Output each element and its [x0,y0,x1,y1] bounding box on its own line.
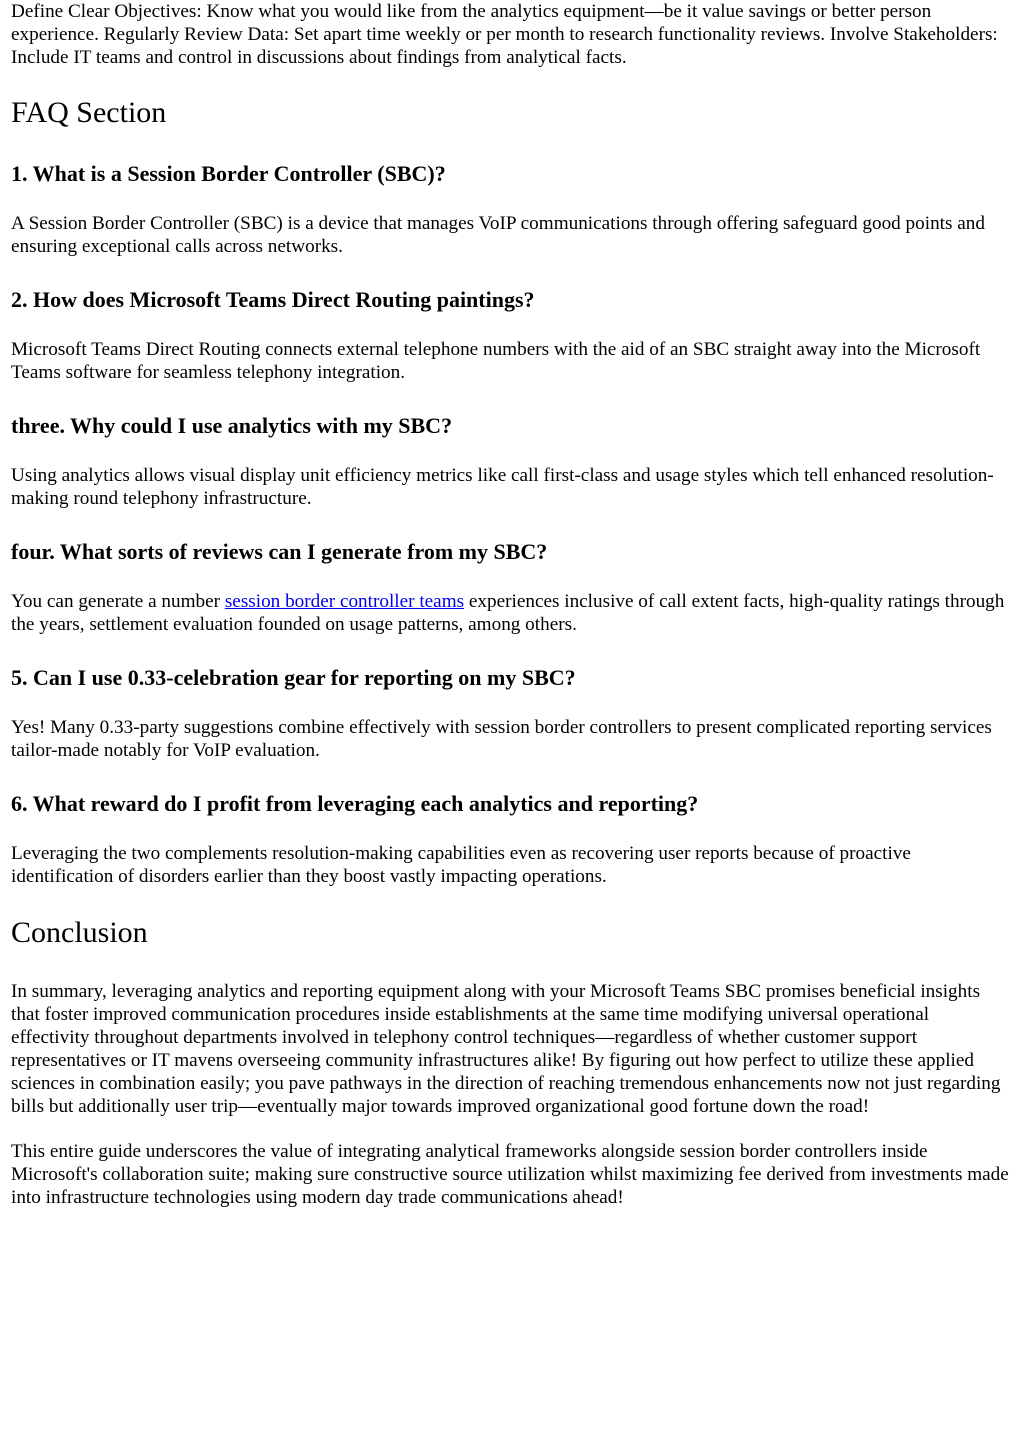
intro-paragraph: Define Clear Objectives: Know what you would like from the analytics equipment—be it value savings or better person experience. Regularly Review Data: Set apart time weekly or per month to research functionality reviews. Involve Stakeholders: Include IT teams and control in discussions about findings from analytical facts. [11,1,998,68]
faq-question-4: four. What sorts of reviews can I generate from my SBC? [11,539,548,564]
faq-answer-1: A Session Border Controller (SBC) is a device that manages VoIP communications through offering safeguard good points and ensuring exceptional calls across networks. [11,213,985,257]
faq-question-2: 2. How does Microsoft Teams Direct Routing paintings? [11,287,535,312]
faq-answer-4 [11,590,1012,636]
faq-answer-6: Leveraging the two complements resolution-making capabilities even as recovering user reports because of proactive identification of disorders earlier than they boost vastly impacting operations. [11,843,911,887]
faq-question-3: three. Why could I use analytics with my SBC? [11,413,453,438]
faq-answer-4-text-after: experiences inclusive of call extent facts, high-quality ratings through the years, settlement evaluation founded on usage patterns, among others. [11,591,1005,635]
faq-section-heading: FAQ Section [11,96,167,129]
conclusion-heading: Conclusion [11,916,148,949]
conclusion-paragraph-2: This entire guide underscores the value of integrating analytical frameworks alongside session border controllers inside Microsoft's collaboration suite; making sure constructive source utilization whilst maximizing fee derived from investments made into infrastructure technologies using modern day trade communications ahead! [11,1141,1009,1208]
faq-question-5: 5. Can I use 0.33-celebration gear for reporting on my SBC? [11,665,576,690]
faq-question-1: 1. What is a Session Border Controller (SBC)? [11,161,446,186]
faq-answer-2: Microsoft Teams Direct Routing connects external telephone numbers with the aid of an SBC straight away into the Microsoft Teams software for seamless telephony integration. [11,339,981,383]
faq-question-6: 6. What reward do I profit from leveraging each analytics and reporting? [11,791,699,816]
faq-answer-5: Yes! Many 0.33-party suggestions combine effectively with session border controllers to present complicated reporting services tailor-made notably for VoIP evaluation. [11,717,992,761]
session-border-controller-teams-link[interactable]: session border controller teams [224,591,465,612]
conclusion-paragraph-1: In summary, leveraging analytics and reporting equipment along with your Microsoft Teams SBC promises beneficial insights that foster improved communication procedures inside establishments at the same time modifying universal operational effectivity throughout departments involved in telephony control techniques—regardless of whether customer support representatives or IT mavens overseeing community infrastructures alike! By figuring out how perfect to utilize these applied sciences in combination easily; you pave pathways in the direction of reaching tremendous enhancements now not just regarding bills but additionally user trip—eventually major towards improved organizational good fortune down the road! [11,981,1001,1117]
faq-answer-4-text-before: You can generate a number [11,591,225,612]
faq-answer-3: Using analytics allows visual display unit efficiency metrics like call first-class and usage styles which tell enhanced resolution-making round telephony infrastructure. [11,465,994,509]
